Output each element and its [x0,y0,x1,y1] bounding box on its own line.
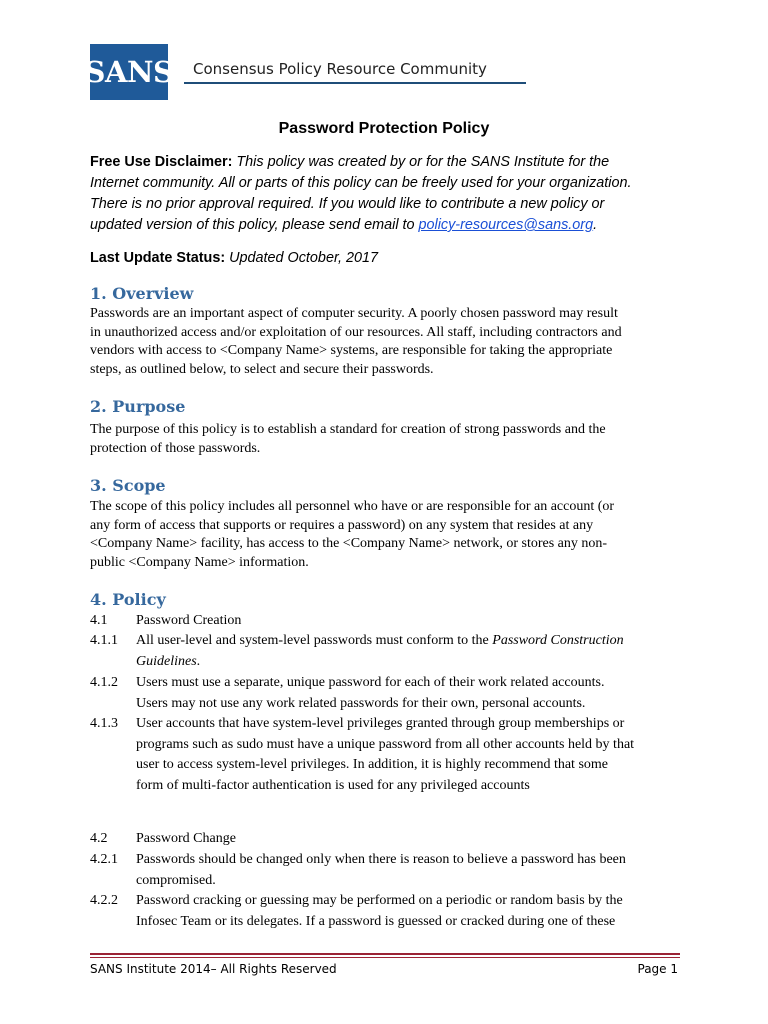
overview-line: vendors with access to <Company Name> systems, are responsible for taking the appropriate [90,343,613,358]
disclaimer-line: Internet community. All or parts of this policy can be freely used for your organization. [90,175,632,191]
policy-item [90,611,690,632]
item-number: 4.1 [90,613,108,628]
policy-item [90,891,690,932]
disclaimer-period: . [593,217,598,233]
item-text: Password Change [136,831,236,846]
purpose-line: protection of those passwords. [90,440,261,456]
overview-paragraph [90,305,680,379]
header-title: Consensus Policy Resource Community [193,60,487,78]
item-line: programs such as sudo must have a unique password from all other accounts held by that [136,736,635,752]
document-title: Password Protection Policy [278,120,490,137]
last-update-value: Updated October, 2017 [229,250,378,266]
page-number: Page 1 [637,962,678,976]
item-text [136,850,690,891]
disclaimer-label: Free Use Disclaimer: [90,154,233,170]
scope-line: <Company Name> facility, has access to the <Company Name> network, or stores any non- [90,536,608,551]
item-text [136,631,690,672]
item-line: User accounts that have system-level privileges granted through group memberships or [136,716,625,731]
item-line: form of multi-factor authentication is used for any privileged accounts [136,777,530,793]
footer-divider [90,953,680,955]
footer-divider-thin [90,957,680,958]
section-heading-policy: 4. Policy [90,590,166,609]
scope-line: The scope of this policy includes all personnel who have or are responsible for an account (or [90,499,615,514]
item-text-italic: Password Construction [492,633,624,648]
item-text [136,891,690,932]
item-line: Passwords should be changed only when there is reason to believe a password has been [136,852,626,867]
item-text [136,673,690,714]
scope-line: public <Company Name> information. [90,554,309,570]
item-number: 4.1.1 [90,633,118,648]
policy-item [90,850,690,891]
last-update-label: Last Update Status: [90,250,226,266]
item-line: compromised. [136,872,216,888]
item-line: Password cracking or guessing may be performed on a periodic or random basis by the [136,893,623,908]
item-text-italic: Guidelines [136,653,197,669]
disclaimer-line: This policy was created by or for the SANS Institute for the [236,154,610,170]
policy-item [90,673,690,714]
policy-item [90,714,690,796]
item-number: 4.2.2 [90,893,118,908]
header-divider [184,82,526,84]
section-heading-scope: 3. Scope [90,476,166,495]
item-number: 4.2 [90,831,108,846]
disclaimer-line: updated version of this policy, please send email to [90,217,415,233]
item-line: user to access system-level privileges. In addition, it is highly recommend that some [136,757,609,772]
email-link[interactable]: policy-resources@sans.org [418,217,594,233]
item-text: Password Creation [136,613,242,628]
policy-item [90,829,690,850]
purpose-paragraph [90,421,680,458]
scope-paragraph [90,498,680,572]
policy-item [90,631,690,672]
disclaimer-line: There is no prior approval required. If you would like to contribute a new policy or [90,196,605,212]
sans-logo: SANS [90,44,168,100]
item-number: 4.1.2 [90,675,118,690]
section-heading-purpose: 2. Purpose [90,397,186,416]
item-number: 4.2.1 [90,852,118,867]
item-line: Infosec Team or its delegates. If a password is guessed or cracked during one of these [136,913,616,929]
item-line: Users must use a separate, unique password for each of their work related accounts. [136,675,605,690]
scope-line: any form of access that supports or requires a password) on any system that resides at any [90,517,594,533]
item-text-part: . [196,653,201,669]
overview-line: in unauthorized access and/or exploitation of our resources. All staff, including contractors and [90,324,622,340]
item-text-part: All user-level and system-level passwords must conform to the [136,633,493,648]
disclaimer-paragraph [90,152,632,236]
section-heading-overview: 1. Overview [90,284,194,303]
item-number: 4.1.3 [90,716,118,731]
item-line: Users may not use any work related passwords for their own, personal accounts. [136,695,586,711]
purpose-line: The purpose of this policy is to establish a standard for creation of strong passwords and the [90,422,606,437]
footer-copyright: SANS Institute 2014– All Rights Reserved [90,962,337,976]
item-text [136,714,690,796]
overview-line: steps, as outlined below, to select and secure their passwords. [90,361,434,377]
last-update-status [90,248,378,269]
overview-line: Passwords are an important aspect of computer security. A poorly chosen password may result [90,306,618,321]
